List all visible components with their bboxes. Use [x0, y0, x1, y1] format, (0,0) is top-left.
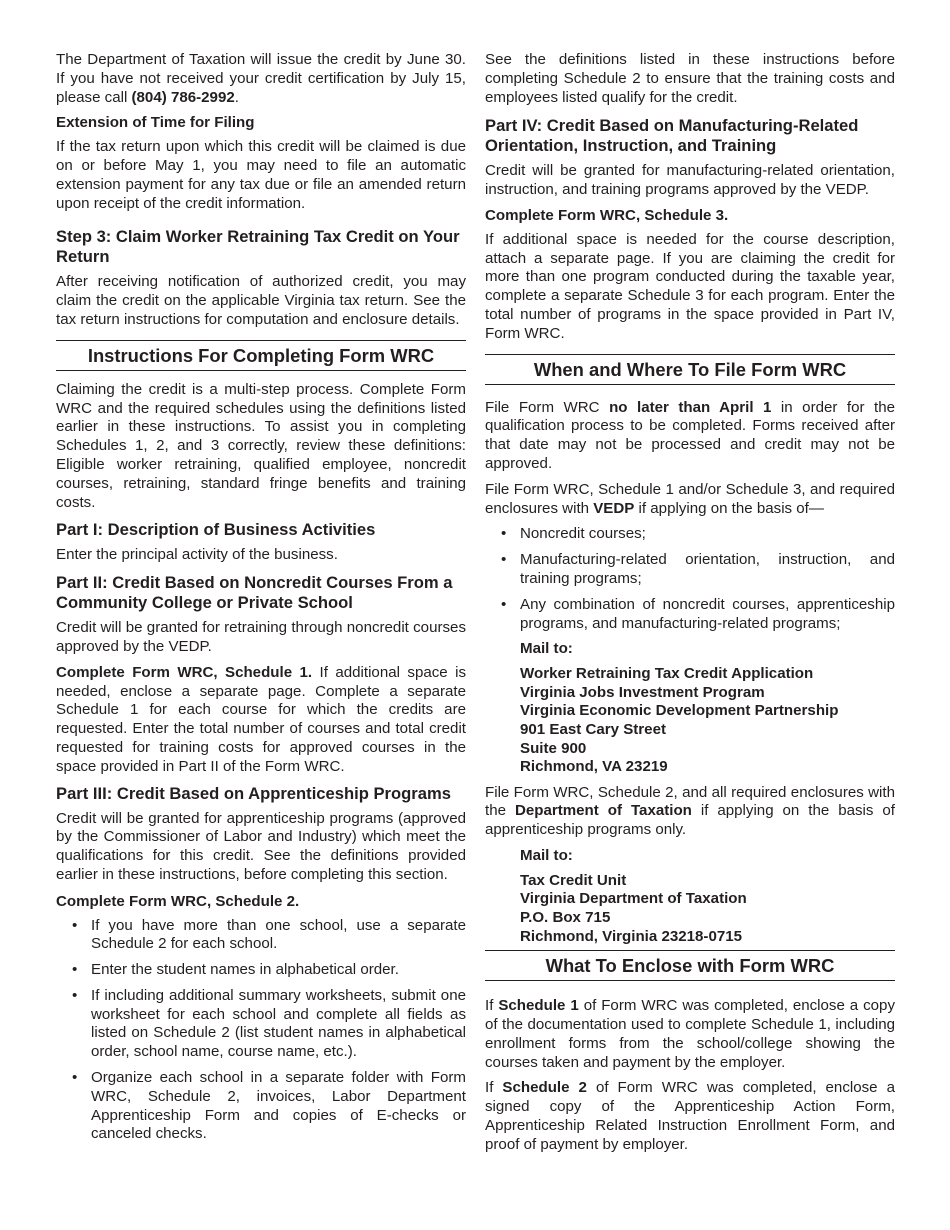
part3-body: Credit will be granted for apprenticeship programs (approved by the Commissioner of Labor and Industry) which meet the qualifications for this credit. See the definitions provided earlier in these instructions, before completing this section. — [56, 809, 466, 883]
tax-address — [485, 872, 895, 946]
part2-body: Credit will be granted for retraining through noncredit courses approved by the VEDP. — [56, 619, 466, 655]
vedp-address — [485, 665, 895, 777]
part2-heading: Part II: Credit Based on Noncredit Courses From a Community College or Private School — [56, 573, 453, 613]
part4-body2: If additional space is needed for the course description, attach a separate page. If you are claiming the credit for more than one program conducted during the taxable year, complete a separate Schedule 3 for each program. Enter the total number of programs in the space provided in Part IV, Form WRC. — [485, 230, 895, 342]
address-line: Virginia Department of Taxation — [520, 890, 747, 908]
mail-to-label: Mail to: — [520, 847, 573, 865]
address-line: Worker Retraining Tax Credit Application — [520, 665, 814, 683]
list-item: • Enter the student names in alphabetical order. — [56, 961, 466, 980]
extension-heading: Extension of Time for Filing — [56, 114, 255, 132]
address-line: Suite 900 — [520, 739, 587, 757]
instructions-body: Claiming the credit is a multi-step process. Complete Form WRC and the required schedules using the definitions listed earlier in these instructions. To assist you in completing Schedules 1, 2, and 3 correctly, review these definitions: Eligible worker retraining, qualified employee, noncredit courses, retraining, standard fringe benefits and training costs. — [56, 380, 466, 511]
part1-heading: Part I: Description of Business Activities — [56, 520, 376, 540]
address-line: Richmond, VA 23219 — [520, 758, 668, 776]
address-line: Tax Credit Unit — [520, 871, 627, 889]
address-line: P.O. Box 715 — [520, 909, 611, 927]
mail-to-label: Mail to: — [520, 640, 573, 658]
when-p2: File Form WRC, Schedule 1 and/or Schedule 3, and required enclosures with VEDP if applying on the basis of— — [485, 480, 895, 517]
phone-number: (804) 786-2992 — [131, 88, 235, 106]
part4-heading: Part IV: Credit Based on Manufacturing-Related Orientation, Instruction, and Training — [485, 116, 859, 156]
list-item: • Any combination of noncredit courses, apprenticeship programs, and manufacturing-related programs; — [485, 596, 895, 634]
schedule2-list — [56, 917, 466, 1145]
step3-heading: Step 3: Claim Worker Retraining Tax Credit on Your Return — [56, 227, 460, 267]
when-p1: File Form WRC no later than April 1 in order for the qualification process to be completed. Forms received after that date may not be processed and credit may not be approved. — [485, 398, 895, 472]
list-item: • If you have more than one school, use a separate Schedule 2 for each school. — [56, 917, 466, 955]
schedule3-heading: Complete Form WRC, Schedule 3. — [485, 206, 729, 224]
enclose-p2: If Schedule 2 of Form WRC was completed, enclose a signed copy of the Apprenticeship Action Form, Apprenticeship Related Instruction Enrollment Form, and proof of payment by employer. — [485, 1079, 895, 1153]
instructions-banner: Instructions For Completing Form WRC — [56, 340, 466, 371]
intro-paragraph: The Department of Taxation will issue the credit by June 30. If you have not received your credit certification by July 15, please call (804) 786-2992. — [56, 51, 466, 106]
list-item: • Noncredit courses; — [485, 525, 895, 544]
address-line: Richmond, Virginia 23218-0715 — [520, 927, 743, 945]
vedp-basis-list — [485, 525, 895, 633]
address-line: 901 East Cary Street — [520, 720, 666, 738]
right-column — [485, 51, 895, 1162]
enclose-banner: What To Enclose with Form WRC — [485, 950, 895, 981]
list-item: • Organize each school in a separate folder with Form WRC, Schedule 2, invoices, Labor Department Apprenticeship Form and copies of E-checks or canceled checks. — [56, 1069, 466, 1144]
extension-body: If the tax return upon which this credit will be claimed is due on or before May 1, you may need to file an automatic extension payment for any tax due or file an amended return upon receipt of the credit information. — [56, 138, 466, 212]
left-column — [56, 51, 466, 1151]
list-item: • If including additional summary worksheets, submit one worksheet for each school and complete all fields as listed on Schedule 2 (list student names in alphabetical order, school name, course name, etc.). — [56, 987, 466, 1062]
schedule2-heading: Complete Form WRC, Schedule 2. — [56, 892, 300, 910]
list-item: • Manufacturing-related orientation, instruction, and training programs; — [485, 551, 895, 589]
address-line: Virginia Jobs Investment Program — [520, 683, 765, 701]
step3-body: After receiving notification of authorized credit, you may claim the credit on the applicable Virginia tax return. See the tax return instructions for computation and enclosure details. — [56, 273, 466, 328]
definitions-note: See the definitions listed in these instructions before completing Schedule 2 to ensure that the training costs and employees listed qualify for the credit. — [485, 51, 895, 106]
part3-heading: Part III: Credit Based on Apprenticeship Programs — [56, 783, 451, 803]
part2-body2: Complete Form WRC, Schedule 1. If additional space is needed, enclose a separate page. Complete a separate Schedule 1 for each course for which the credits are requested. Enter the total number of courses and total credit requested for training costs for approved courses in the space provided in Part II of the Form WRC. — [56, 663, 466, 775]
part1-body: Enter the principal activity of the business. — [56, 546, 338, 564]
enclose-p1: If Schedule 1 of Form WRC was completed, enclose a copy of the documentation used to complete Schedule 1, including enrollment forms from the school/college showing the courses taken and payment by the employer. — [485, 997, 896, 1071]
when-p3: File Form WRC, Schedule 2, and all required enclosures with the Department of Taxation if applying on the basis of apprenticeship programs only. — [485, 783, 895, 839]
address-line: Virginia Economic Development Partnership — [520, 702, 839, 720]
part4-body: Credit will be granted for manufacturing-related orientation, instruction, and training programs approved by the VEDP. — [485, 162, 895, 199]
when-where-banner: When and Where To File Form WRC — [485, 354, 895, 385]
